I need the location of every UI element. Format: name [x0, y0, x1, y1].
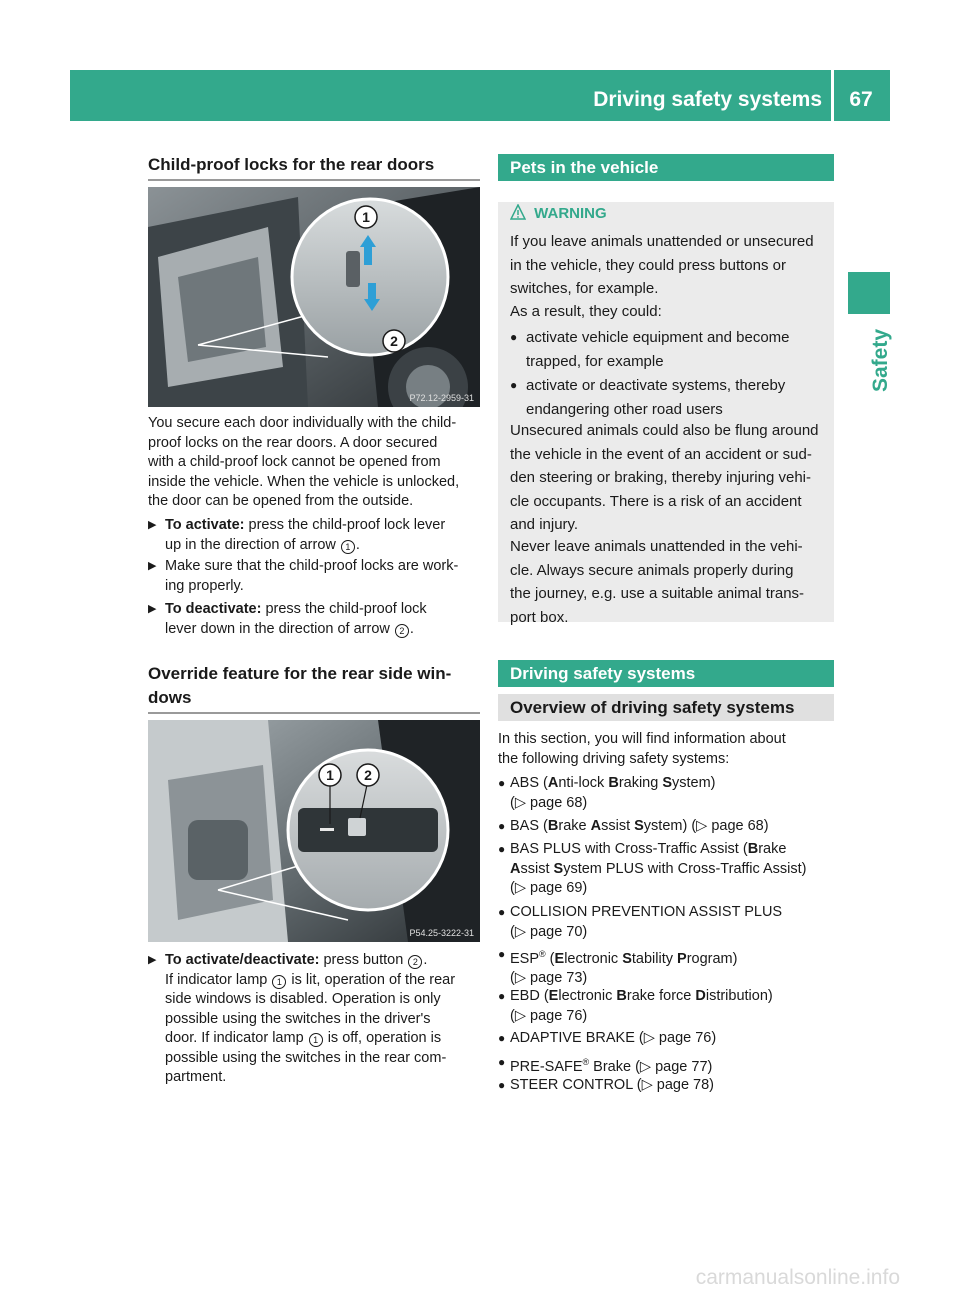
child-lock-photo: [148, 187, 480, 407]
step-arrow-icon: ▶: [148, 519, 157, 531]
list-item-abs: ● ABS (Anti-lock Braking System) (▷ page 68): [498, 775, 716, 811]
list-item-bas-plus: ● BAS PLUS with Cross-Traffic Assist (Brake Assist System PLUS with Cross-Traffic Assist) (▷ page 69): [498, 841, 807, 896]
callout-ref: 2: [395, 624, 409, 638]
warning-paragraph-1: If you leave animals unattended or unsecured in the vehicle, they could press buttons or switches, for example.: [510, 233, 814, 297]
step-activate-deactivate: ▶ To activate/deactivate: press button 2 . If indicator lamp 1 is lit, operation of the rear side windows is disabled. Operation is only possible using the switches in the driver's door. If indicator lamp 1 is off, operation is possible using the switches in the rear com- partment.: [148, 952, 456, 1085]
step-arrow-icon: ▶: [148, 954, 157, 966]
callout-1: 1: [326, 767, 334, 783]
driving-intro: In this section, you will find information about the following driving safety systems:: [498, 731, 786, 767]
bullet-icon: ●: [498, 1055, 506, 1069]
side-tab-marker: [848, 272, 890, 314]
bullet-icon: ●: [510, 330, 518, 344]
callout-ref: 1: [272, 975, 286, 989]
photo-code: P54.25-3222-31: [409, 928, 474, 938]
warning-paragraph-3: Unsecured animals could also be flung around the vehicle in the event of an accident or sud- den steering or braking, thereby injuring vehi- cle occupants. There is a risk of an accident and injury.: [510, 422, 819, 533]
list-item-pre-safe: ● PRE-SAFE® Brake (▷ page 77): [498, 1055, 713, 1075]
list-item-ebd: ● EBD (Electronic Brake force Distribution) (▷ page 76): [498, 988, 773, 1024]
section-heading-child-lock: Child-proof locks for the rear doors: [148, 155, 435, 174]
bullet-icon: ●: [498, 947, 506, 961]
list-item-collision: ● COLLISION PREVENTION ASSIST PLUS (▷ page 70): [498, 904, 783, 940]
section-rule: [148, 179, 480, 181]
bullet-icon: ●: [498, 819, 506, 833]
bullet-icon: ●: [498, 905, 506, 919]
page-number: 67: [849, 88, 873, 111]
warning-bullet: ● activate vehicle equipment and become trapped, for example: [510, 326, 828, 373]
header-title: Driving safety systems: [593, 88, 822, 111]
photo-code: P72.12-2959-31: [409, 393, 474, 403]
step-arrow-icon: ▶: [148, 603, 157, 615]
bullet-icon: ●: [498, 1031, 506, 1045]
callout-ref: 2: [408, 955, 422, 969]
list-item-esp: ● ESP® (Electronic Stability Program) (▷ page 73): [498, 947, 738, 987]
section-rule: [148, 712, 480, 714]
override-photo: [148, 720, 480, 942]
subheading-overview: Overview of driving safety systems: [498, 694, 834, 721]
bullet-icon: ●: [498, 842, 506, 856]
callout-ref: 1: [309, 1033, 323, 1047]
list-item-adaptive-brake: ● ADAPTIVE BRAKE (▷ page 76): [498, 1029, 828, 1049]
step-deactivate: ▶ To deactivate: press the child-proof lock lever down in the direction of arrow 2 .: [148, 601, 427, 637]
callout-2: 2: [364, 767, 372, 783]
bullet-icon: ●: [510, 378, 518, 392]
warning-bullet: ● activate or deactivate systems, thereby endangering other road users: [510, 374, 828, 421]
section-heading-pets: Pets in the vehicle: [498, 154, 834, 181]
child-lock-intro: You secure each door individually with the child- proof locks on the rear doors. A door secured with a child-proof lock cannot be opened from inside the vehicle. When the vehicle is unlocked, the door can be opened from the outside.: [148, 415, 460, 509]
warning-paragraph-2: As a result, they could:: [510, 303, 662, 320]
list-item-bas: ● BAS (Brake Assist System) (▷ page 68): [498, 817, 828, 837]
warning-paragraph-4: Never leave animals unattended in the vehi- cle. Always secure animals properly during the journey, e.g. use a suitable animal trans- port box.: [510, 538, 805, 626]
step-arrow-icon: ▶: [148, 560, 157, 572]
bullet-icon: ●: [498, 776, 506, 790]
callout-2: 2: [390, 333, 398, 349]
header-divider: [831, 70, 834, 121]
callout-1: 1: [362, 209, 370, 225]
callout-ref: 1: [341, 540, 355, 554]
step-check: ▶ Make sure that the child-proof locks are work- ing properly.: [148, 558, 459, 594]
bullet-icon: ●: [498, 1078, 506, 1092]
bullet-icon: ●: [498, 989, 506, 1003]
footer-watermark: carmanualsonline.info: [695, 1266, 900, 1289]
warning-heading: WARNING: [510, 203, 607, 225]
side-tab-label: Safety: [869, 328, 892, 392]
step-activate: ▶ To activate: press the child-proof lock lever up in the direction of arrow 1 .: [148, 517, 446, 553]
list-item-steer-control: ● STEER CONTROL (▷ page 78): [498, 1076, 828, 1096]
section-heading-driving: Driving safety systems: [498, 660, 834, 687]
warning-triangle-icon: [510, 204, 526, 220]
section-heading-override: Override feature for the rear side win- dows: [148, 664, 452, 707]
